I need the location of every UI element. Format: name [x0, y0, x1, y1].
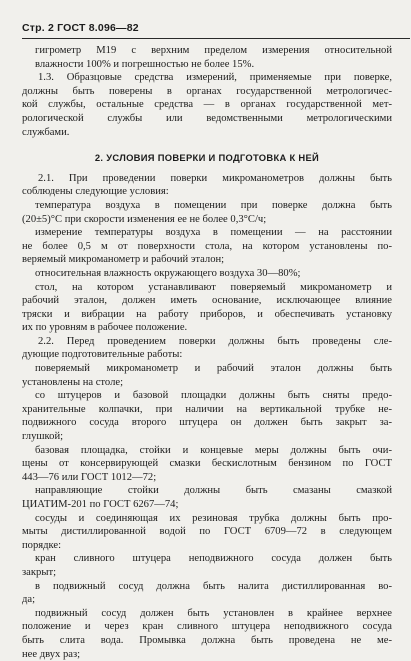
- text-line: со штуцеров и базовой площадки должны быть сняты предо-: [35, 390, 392, 402]
- text-line: подвижного сосуда второго штуцера он должен быть закрыт за-: [22, 417, 392, 429]
- text-line: дующие подготовительные работы:: [22, 349, 183, 361]
- text-line: кран сливного штуцера неподвижного сосуда должен быть: [35, 553, 392, 565]
- text-line: службами.: [22, 126, 70, 138]
- text-line: измерение температуры воздуха в помещении — на расстоянии: [35, 227, 392, 239]
- page-header: Стр. 2 ГОСТ 8.096—82: [22, 22, 139, 34]
- text-line: 1.3. Образцовые средства измерений, применяемые при поверке,: [38, 72, 392, 84]
- text-line: гигрометр М19 с верхним пределом измерения относительной: [35, 45, 392, 56]
- text-line: положение и через кран сливного штуцера неподвижного сосуда: [22, 621, 392, 633]
- text-line: мыты дистиллированной водой по ГОСТ 6709—72 в следующем: [22, 526, 392, 538]
- document-body: [22, 44, 392, 661]
- text-line: подвижный сосуд должен быть установлен в крайнее верхнее: [35, 607, 392, 619]
- text-line: нее двух раз;: [22, 648, 81, 660]
- text-line: температура воздуха в помещении при поверке должна быть: [35, 199, 392, 211]
- text-line: рабочий эталон, должен иметь основание, исключающее влияние: [22, 295, 392, 307]
- text-line: соблюдены следующие условия:: [22, 186, 169, 198]
- text-line: 443—76 или ГОСТ 1012—72;: [22, 471, 157, 483]
- text-line: их по уровням в рабочее положение.: [22, 322, 188, 334]
- text-line: тряски и вибрации на работу приборов, и обеспечивать установку: [22, 308, 392, 320]
- text-line: 2.1. При проведении поверки микроманометров должны быть: [38, 172, 392, 184]
- text-line: сосуды и соединяющая их резиновая трубка должны быть про-: [35, 512, 392, 524]
- text-line: порядке:: [22, 539, 62, 551]
- text-line: стол, на котором устанавливают поверяемый микроманометр и: [35, 281, 392, 293]
- text-line: не более 0,5 м от поверхности стола, на котором установлены по-: [22, 240, 392, 252]
- text-line: (20±5)°С при скорости изменения ее не более 0,3°С/ч;: [22, 213, 267, 225]
- text-line: 2.2. Перед проведением поверки должны быть проведены сле-: [38, 335, 392, 347]
- header-rule: [22, 38, 410, 39]
- text-line: должны быть поверены в органах государственной метрологичес-: [22, 85, 392, 97]
- text-line: быть слита вода. Промывка должна быть проведена не ме-: [22, 634, 392, 646]
- text-line: в подвижный сосуд должна быть налита дистиллированная во-: [35, 580, 392, 592]
- text-line: ЦИАТИМ-201 по ГОСТ 6267—74;: [22, 499, 179, 510]
- text-line: влажности 100% и погрешностью не более 15%.: [35, 58, 255, 70]
- text-line: кой службы, остальные средства — в органах государственной мет-: [22, 99, 392, 111]
- text-line: поверяемый микроманометр и рабочий эталон должны быть: [35, 363, 392, 375]
- text-line: рологической службы или ведомственными метрологическими: [22, 112, 392, 124]
- text-line: установлены на столе;: [22, 376, 124, 388]
- text-line: направляющие стойки должны быть смазаны смазкой: [35, 485, 392, 497]
- text-line: базовая площадка, стойки и концевые меры должны быть очи-: [35, 444, 392, 456]
- text-line: да;: [22, 594, 36, 606]
- text-line: веряемый микроманометр и рабочий эталон;: [22, 254, 225, 266]
- section-heading: 2. УСЛОВИЯ ПОВЕРКИ И ПОДГОТОВКА К НЕЙ: [94, 152, 320, 164]
- text-line: хранительные колпачки, при наличии на вертикальной трубке не-: [22, 403, 392, 415]
- text-line: закрыт;: [22, 566, 57, 578]
- text-line: глушкой;: [22, 431, 64, 443]
- text-line: относительная влажность окружающего воздуха 30—80%;: [35, 267, 301, 279]
- text-line: щены от консервирующей смазки бескислотным бензином по ГОСТ: [22, 458, 392, 470]
